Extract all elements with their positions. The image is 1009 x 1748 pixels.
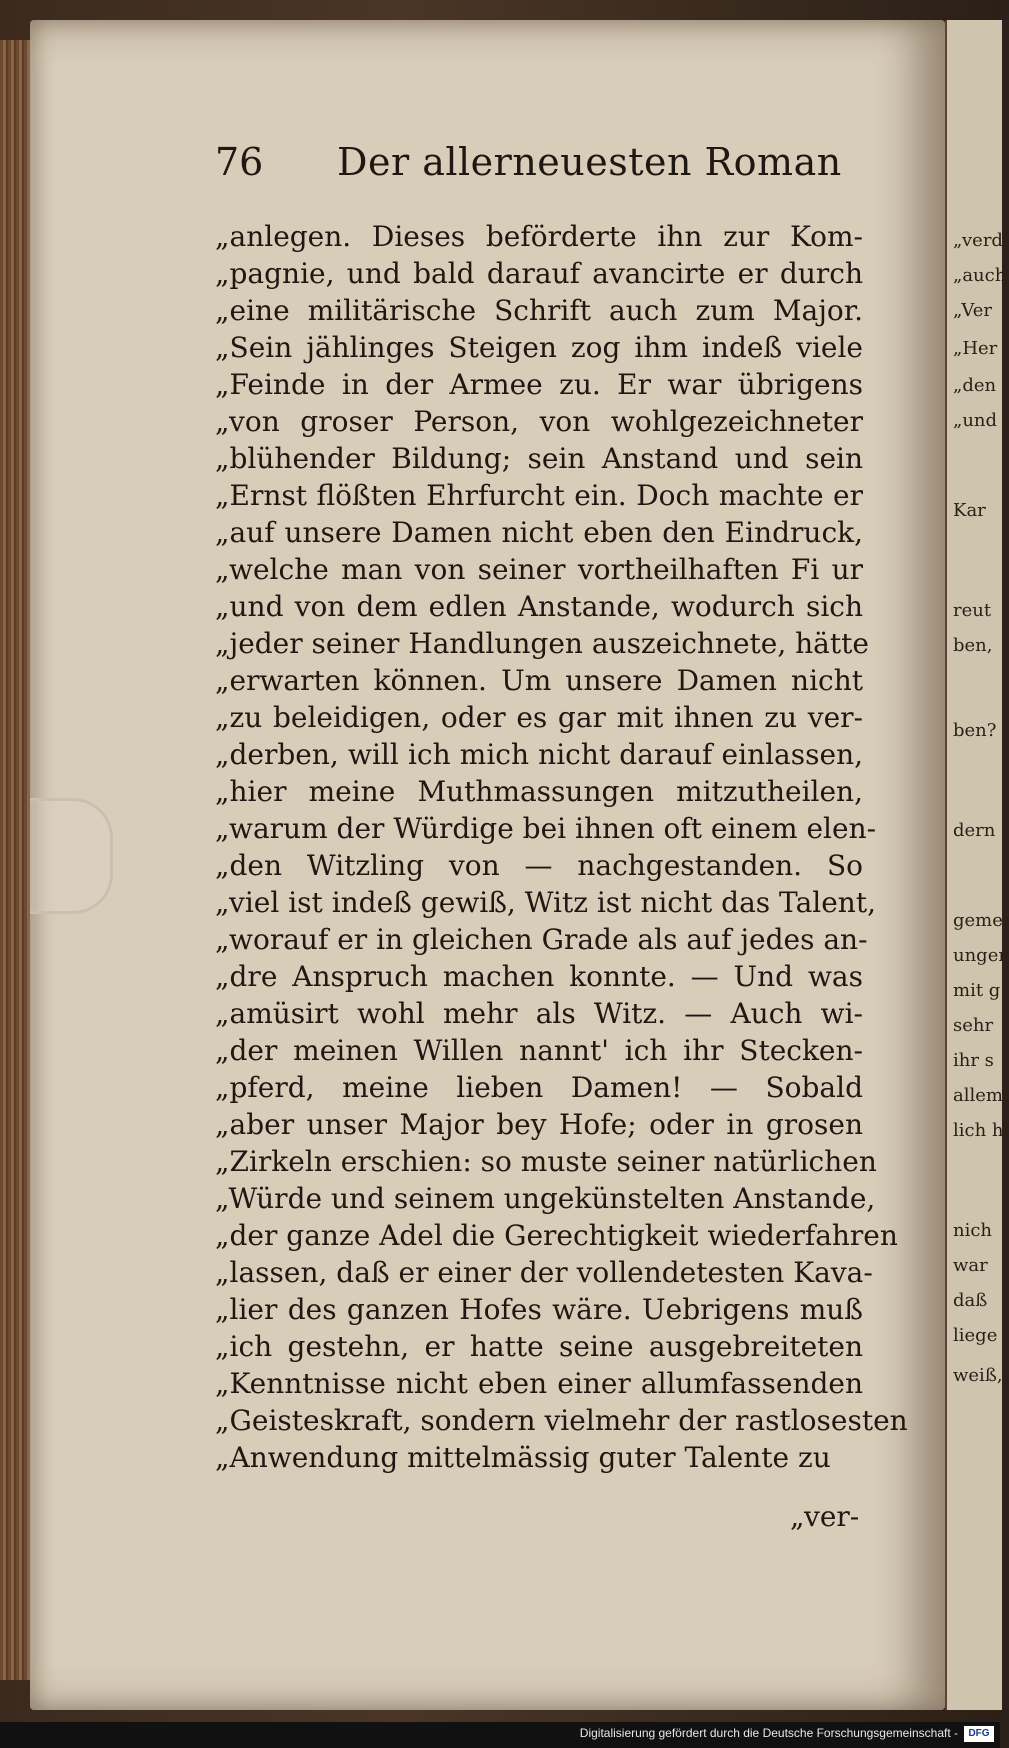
text-line: „der ganze Adel die Gerechtigkeit wiederfahren <box>215 1219 898 1252</box>
right-page-fragment: war <box>953 1255 988 1276</box>
right-page-fragment: weiß, <box>953 1365 1003 1386</box>
text-line: „Würde und seinem ungekünstelten Anstande, <box>215 1182 876 1215</box>
right-page-fragment: lich h <box>953 1120 1004 1141</box>
right-page-fragment: sehr <box>953 1015 994 1036</box>
footer-bar <box>0 1722 1000 1748</box>
right-page-fragment: ben, <box>953 635 993 656</box>
right-page-fragment: „Ver <box>953 300 992 321</box>
text-line: „blühender Bildung; sein Anstand und sein <box>215 442 863 475</box>
text-line: „pagnie, und bald darauf avancirte er durch <box>215 257 863 290</box>
text-line: „dre Anspruch machen konnte. — Und was <box>215 960 863 993</box>
text-line: „lier des ganzen Hofes wäre. Uebrigens muß <box>215 1293 863 1326</box>
text-line: „von groser Person, von wohlgezeichneter <box>215 405 863 438</box>
right-page-fragment: „den <box>953 375 997 396</box>
book-page-right <box>945 20 1009 1710</box>
text-line: „und von dem edlen Anstande, wodurch sich <box>215 590 863 623</box>
right-page-fragment: dern <box>953 820 996 841</box>
right-page-fragment: „und <box>953 410 998 431</box>
right-page-fragment: „auch <box>953 265 1007 286</box>
right-page-fragment: reut <box>953 600 992 621</box>
text-line: „eine militärische Schrift auch zum Major. <box>215 294 863 327</box>
text-line: „Zirkeln erschien: so muste seiner natürlichen <box>215 1145 877 1178</box>
text-line: „der meinen Willen nannt' ich ihr Stecken- <box>215 1034 863 1067</box>
text-line: „ich gestehn, er hatte seine ausgebreiteten <box>215 1330 863 1363</box>
right-page-fragment: gemei <box>953 910 1009 931</box>
text-line: „derben, will ich mich nicht darauf einlassen, <box>215 738 863 771</box>
dfg-logo: DFG <box>964 1726 994 1742</box>
text-line: „worauf er in gleichen Grade als auf jedes an- <box>215 923 868 956</box>
text-line: „lassen, daß er einer der vollendetesten Kava- <box>215 1256 873 1289</box>
footer-credit: Digitalisierung gefördert durch die Deutsche Forschungsgemeinschaft - <box>579 1726 958 1740</box>
right-page-fragment: ben? <box>953 720 997 741</box>
text-line: „Geisteskraft, sondern vielmehr der rastlosesten <box>215 1404 908 1437</box>
text-line: „aber unser Major bey Hofe; oder in grosen <box>215 1108 863 1141</box>
bookmark-tab <box>30 798 113 914</box>
text-line: „amüsirt wohl mehr als Witz. — Auch wi- <box>215 997 863 1030</box>
text-line: „jeder seiner Handlungen auszeichnete, hätte <box>215 627 869 660</box>
right-page-fragment: „verd <box>953 230 1003 251</box>
text-line: „Feinde in der Armee zu. Er war übrigens <box>215 368 863 401</box>
catchword: „ver- <box>790 1500 860 1533</box>
page-number: 76 <box>215 140 264 184</box>
text-line: „Kenntnisse nicht eben einer allumfassenden <box>215 1367 863 1400</box>
right-page-fragment: „Her <box>953 338 998 359</box>
text-line: „hier meine Muthmassungen mitzutheilen, <box>215 775 863 808</box>
right-page-fragment: Kar <box>953 500 986 521</box>
right-page-fragment: daß <box>953 1290 988 1311</box>
right-page-fragment: mit g <box>953 980 1001 1001</box>
right-page-fragment: allem <box>953 1085 1003 1106</box>
right-page-fragment: liege <box>953 1325 998 1346</box>
text-line: „Ernst flößten Ehrfurcht ein. Doch machte er <box>215 479 863 512</box>
text-line: „Sein jählinges Steigen zog ihm indeß viele <box>215 331 863 364</box>
text-line: „zu beleidigen, oder es gar mit ihnen zu ver- <box>215 701 863 734</box>
running-head: Der allerneuesten Roman <box>337 140 842 184</box>
text-line: „den Witzling von — nachgestanden. So <box>215 849 863 882</box>
page-header <box>215 140 915 190</box>
text-line: „warum der Würdige bei ihnen oft einem elen- <box>215 812 877 845</box>
right-page-fragment: unger <box>953 945 1007 966</box>
text-line: „pferd, meine lieben Damen! — Sobald <box>215 1071 863 1104</box>
body-text <box>215 218 908 1476</box>
text-line: „viel ist indeß gewiß, Witz ist nicht das Talent, <box>215 886 876 919</box>
text-line: „erwarten können. Um unsere Damen nicht <box>215 664 863 697</box>
text-line: „welche man von seiner vortheilhaften Fi ur <box>215 553 863 586</box>
text-line: „anlegen. Dieses beförderte ihn zur Kom- <box>215 220 863 253</box>
right-page-fragment: nich <box>953 1220 993 1241</box>
right-page-fragment: ihr s <box>953 1050 994 1071</box>
text-line: „Anwendung mittelmässig guter Talente zu <box>215 1441 831 1474</box>
text-line: „auf unsere Damen nicht eben den Eindruck, <box>215 516 863 549</box>
